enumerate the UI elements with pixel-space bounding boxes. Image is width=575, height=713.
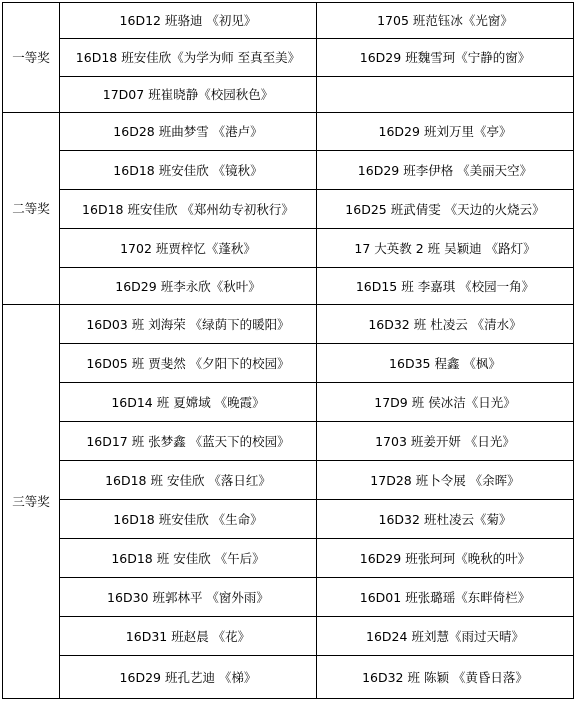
table-row [3, 617, 574, 656]
award-entry: 16D31 班赵晨 《花》 [60, 617, 317, 656]
award-entry: 16D12 班骆迪 《初见》 [60, 3, 317, 39]
award-entry: 17D28 班卜令展 《余晖》 [317, 461, 574, 500]
award-entry: 17D9 班 侯冰洁《日光》 [317, 383, 574, 422]
table-row [3, 77, 574, 113]
award-entry: 16D18 班 安佳欣 《落日红》 [60, 461, 317, 500]
table-row [3, 39, 574, 77]
award-entry: 16D29 班李永欣《秋叶》 [60, 268, 317, 305]
award-entry: 16D25 班武倩雯 《天边的火烧云》 [317, 190, 574, 229]
awards-table [2, 2, 574, 699]
award-entry: 16D18 班安佳欣《为学为师 至真至美》 [60, 39, 317, 77]
award-entry: 16D24 班刘慧《雨过天晴》 [317, 617, 574, 656]
award-entry: 16D32 班杜凌云《菊》 [317, 500, 574, 539]
award-entry: 16D35 程鑫 《枫》 [317, 344, 574, 383]
award-entry: 1705 班范钰冰《光窗》 [317, 3, 574, 39]
table-row [3, 3, 574, 39]
award-entry: 16D29 班刘万里《亭》 [317, 113, 574, 151]
awards-table-body [3, 3, 574, 699]
award-entry: 16D18 班安佳欣 《郑州幼专初秋行》 [60, 190, 317, 229]
award-entry: 16D28 班曲梦雪 《港卢》 [60, 113, 317, 151]
award-entry: 16D18 班 安佳欣 《午后》 [60, 539, 317, 578]
award-entry: 1703 班姜开妍 《日光》 [317, 422, 574, 461]
award-entry: 16D05 班 贾斐然 《夕阳下的校园》 [60, 344, 317, 383]
award-entry: 17D07 班崔晓静《校园秋色》 [60, 77, 317, 113]
award-entry: 16D32 班 陈颖 《黄昏日落》 [317, 656, 574, 699]
award-entry: 16D29 班李伊格 《美丽天空》 [317, 151, 574, 190]
table-row [3, 229, 574, 268]
award-entry: 16D15 班 李嘉琪 《校园一角》 [317, 268, 574, 305]
table-row [3, 578, 574, 617]
table-row [3, 268, 574, 305]
award-entry: 16D18 班安佳欣 《生命》 [60, 500, 317, 539]
award-entry: 16D17 班 张梦鑫 《蓝天下的校园》 [60, 422, 317, 461]
award-entry: 16D29 班魏雪珂《宁静的窗》 [317, 39, 574, 77]
table-row [3, 500, 574, 539]
award-entry: 16D01 班张璐瑶《东畔倚栏》 [317, 578, 574, 617]
table-row [3, 151, 574, 190]
table-row [3, 461, 574, 500]
table-row [3, 383, 574, 422]
award-entry: 17 大英教 2 班 吴颖迪 《路灯》 [317, 229, 574, 268]
award-entry: 16D29 班张珂珂《晚秋的叶》 [317, 539, 574, 578]
table-row [3, 305, 574, 344]
tier-label-second-prize: 二等奖 [3, 113, 60, 305]
tier-label-first-prize: 一等奖 [3, 3, 60, 113]
award-entry: 16D14 班 夏嫦域 《晚霞》 [60, 383, 317, 422]
award-entry: 16D29 班孔艺迪 《梯》 [60, 656, 317, 699]
award-entry: 16D32 班 杜凌云 《清水》 [317, 305, 574, 344]
table-row [3, 190, 574, 229]
award-entry: 16D18 班安佳欣 《镜秋》 [60, 151, 317, 190]
table-row [3, 113, 574, 151]
table-row [3, 422, 574, 461]
award-entry: 16D03 班 刘海荣 《绿荫下的暖阳》 [60, 305, 317, 344]
table-row [3, 539, 574, 578]
tier-label-third-prize: 三等奖 [3, 305, 60, 699]
table-row [3, 344, 574, 383]
award-entry: 16D30 班郭林平 《窗外雨》 [60, 578, 317, 617]
table-row [3, 656, 574, 699]
award-entry: 1702 班贾梓忆《蓬秋》 [60, 229, 317, 268]
award-entry [317, 77, 574, 113]
